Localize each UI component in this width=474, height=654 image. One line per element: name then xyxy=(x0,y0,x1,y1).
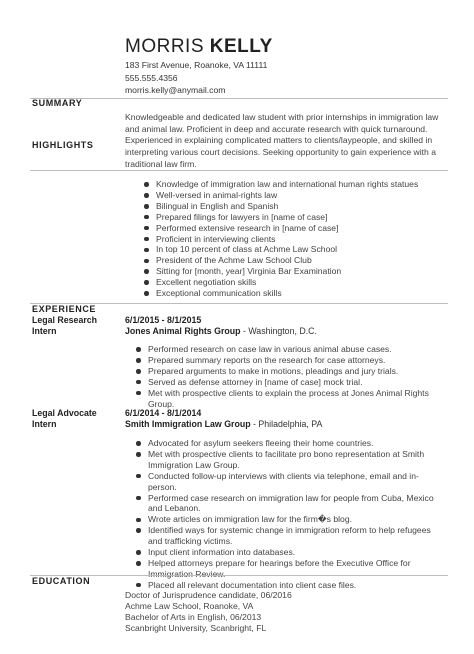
job-employer-line xyxy=(125,419,322,429)
job-title: Legal Advocate Intern xyxy=(32,408,97,429)
list-item: Wrote articles on immigration law for the firm�s blog. xyxy=(135,514,440,525)
list-item: Performed case research on immigration law for people from Cuba, Mexico and Lebanon. xyxy=(135,493,440,515)
divider xyxy=(30,170,448,171)
employer-name: Jones Animal Rights Group xyxy=(125,326,241,336)
job-title: Legal Research Intern xyxy=(32,315,98,336)
highlights-list xyxy=(143,179,433,299)
list-item: Served as defense attorney in [name of case] mock trial. xyxy=(135,377,440,388)
job-employer-line xyxy=(125,326,317,336)
job-dates: 6/1/2015 - 8/1/2015 xyxy=(125,315,202,325)
list-item: Identified ways for systemic change in immigration reform to help refugees and trafficking victims. xyxy=(135,525,440,547)
job-dates: 6/1/2014 - 8/1/2014 xyxy=(125,408,202,418)
list-item: Sitting for [month, year] Virginia Bar Examination xyxy=(143,266,433,277)
summary-heading: SUMMARY xyxy=(32,98,83,108)
degree-line: Bachelor of Arts in English, 06/2013 xyxy=(125,612,262,622)
email[interactable]: morris.kelly@anymail.com xyxy=(125,85,226,95)
list-item: Performed extensive research in [name of case] xyxy=(143,223,433,234)
list-item: Bilingual in English and Spanish xyxy=(143,201,433,212)
divider xyxy=(30,575,448,576)
experience-heading: EXPERIENCE xyxy=(32,304,97,314)
list-item: Conducted follow-up interviews with clients via telephone, email and in-person. xyxy=(135,471,440,493)
list-item: Advocated for asylum seekers fleeing their home countries. xyxy=(135,438,440,449)
highlights-heading: HIGHLIGHTS xyxy=(32,140,94,150)
address: 183 First Avenue, Roanoke, VA 11111 xyxy=(125,60,268,70)
summary-text: Knowledgeable and dedicated law student with prior internships in immigration law and animal law. Proficient in deep and accurate research with quick turnaround. Experienced in explaining complicated matters to clients/laypeople, and skilled in interpreting various court decisions. Seeking opportunity to gain experience with a traditional law firm. xyxy=(125,112,439,169)
employer-name: Smith Immigration Law Group xyxy=(125,419,251,429)
employer-location: - Washington, D.C. xyxy=(240,326,317,336)
list-item: Met with prospective clients to explain the process at Jones Animal Rights Group. xyxy=(135,388,440,410)
list-item: Prepared filings for lawyers in [name of case] xyxy=(143,212,433,223)
phone: 555.555.4356 xyxy=(125,72,178,83)
school-line: Achme Law School, Roanoke, VA xyxy=(125,601,254,611)
job-bullets xyxy=(135,344,440,409)
list-item: President of the Achme Law School Club xyxy=(143,255,433,266)
employer-location: - Philadelphia, PA xyxy=(250,419,323,429)
candidate-name xyxy=(125,36,273,58)
list-item: Knowledge of immigration law and international human rights statues xyxy=(143,179,433,190)
degree-line: Doctor of Jurisprudence candidate, 06/2016 xyxy=(125,590,292,600)
divider xyxy=(30,98,448,99)
list-item: Exceptional communication skills xyxy=(143,288,433,299)
list-item: Well-versed in animal-rights law xyxy=(143,190,433,201)
list-item: Helped attorneys prepare for hearings before the Executive Office for Immigration Review. xyxy=(135,558,440,580)
list-item: Input client information into databases. xyxy=(135,547,440,558)
list-item: Proficient in interviewing clients xyxy=(143,234,433,245)
first-name: MORRIS xyxy=(125,36,204,57)
education-heading: EDUCATION xyxy=(32,576,91,586)
list-item: In top 10 percent of class at Achme Law School xyxy=(143,244,433,255)
school-line: Scanbright University, Scanbright, FL xyxy=(125,623,267,633)
job-bullets xyxy=(135,438,440,591)
list-item: Met with prospective clients to facilitate pro bono representation at Smith Immigration Law Group. xyxy=(135,449,440,471)
education-block xyxy=(125,590,292,634)
last-name: KELLY xyxy=(209,36,273,57)
list-item: Performed research on case law in various animal abuse cases. xyxy=(135,344,440,355)
contact-block xyxy=(125,59,267,97)
list-item: Prepared arguments to make in motions, pleadings and jury trials. xyxy=(135,366,440,377)
list-item: Excellent negotiation skills xyxy=(143,277,433,288)
list-item: Placed all relevant documentation into client case files. xyxy=(135,580,440,591)
list-item: Prepared summary reports on the research for case attorneys. xyxy=(135,355,440,366)
